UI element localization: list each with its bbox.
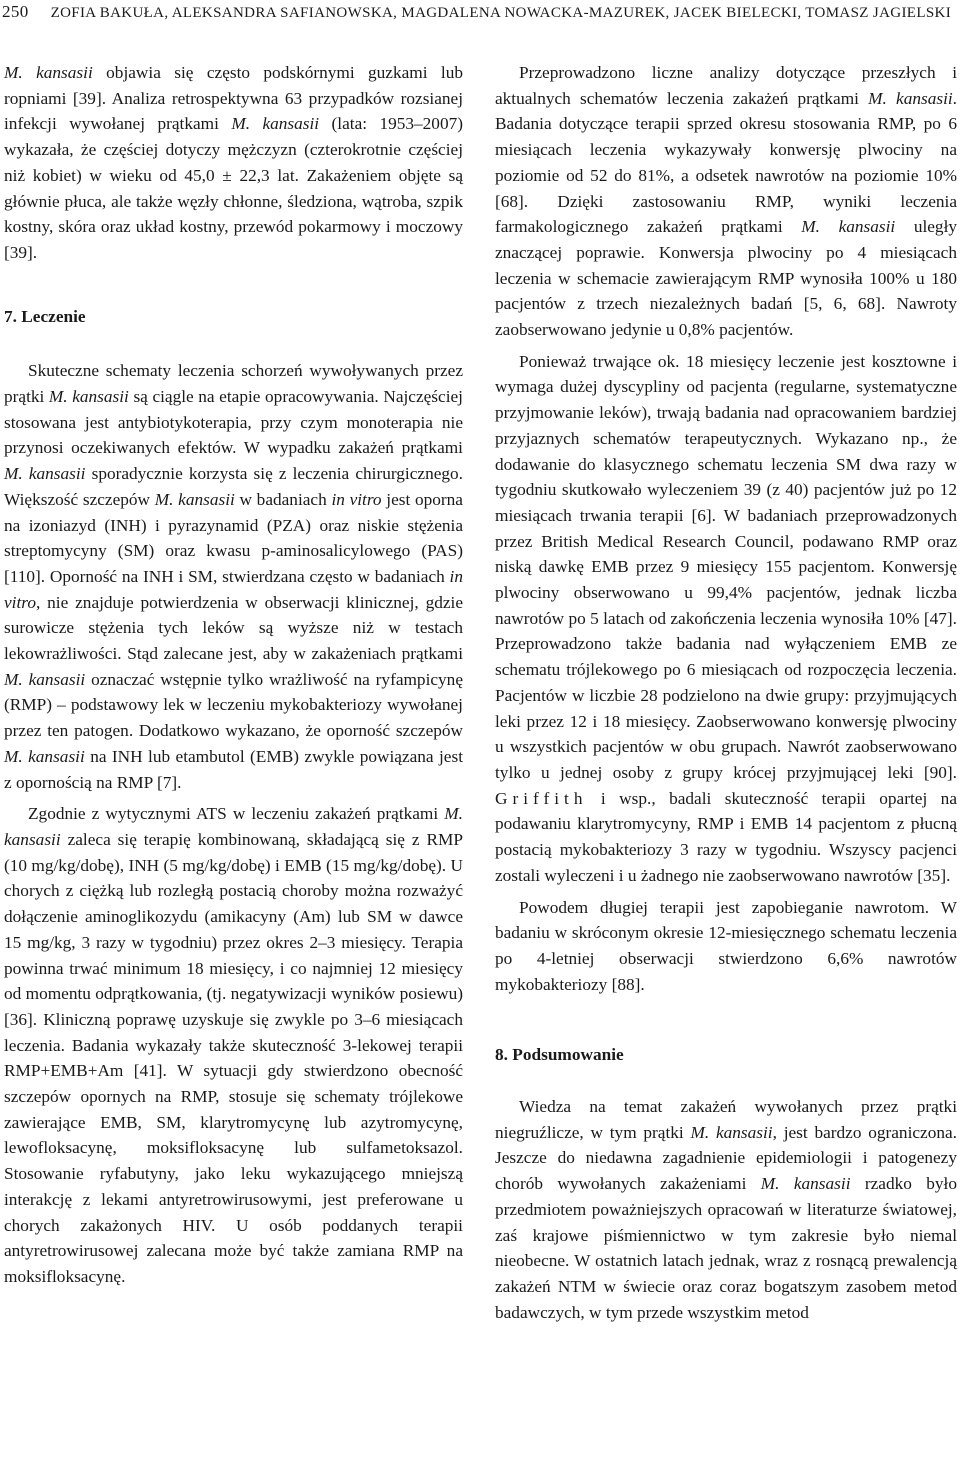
section-heading: 7. Leczenie: [4, 306, 86, 326]
text-run: w badaniach: [234, 489, 332, 509]
text-run: objawia się często podskórnymi guzkami lub ropniami [39]. Analiza retrospektywna 63 przypadków rozsianej infekcji wywołanej prątkami: [4, 63, 464, 134]
text-run: Griffith: [495, 788, 588, 808]
paragraph: [495, 349, 957, 889]
text-run: Wiedza na temat zakażeń wywołanych przez prątki niegruźlicze, w tym prątki: [495, 1097, 957, 1142]
italic-term: M. kansasii: [868, 88, 953, 108]
section-heading: 8. Podsumowanie: [495, 1045, 624, 1065]
text-run: jest oporna na izoniazyd (INH) i pyrazynamid (PZA) oraz niskie stężenia streptomycyny (SM) oraz kwasu p-aminosalicylowego (PAS) [110]. Oporność na INH i SM, stwierdzana często w badaniach: [4, 489, 463, 586]
italic-term: M. kansasii: [154, 489, 235, 509]
left-column: [4, 60, 463, 1290]
italic-term: M. kansasii: [4, 464, 86, 484]
paragraph: [4, 358, 463, 795]
text-run: i wsp., badali skuteczność terapii opartej na podawaniu klarytromycyny, RMP i EMB 14 pacjentom z płucną postacią mykobakteriozy 3 razy w tygodniu. Wszyscy pacjenci zostali wyleczeni i u żadnego nie zaobserwowano nawrotów [35].: [495, 788, 957, 885]
italic-term: M. kansasii: [48, 387, 129, 407]
italic-term: M. kansasii: [231, 114, 320, 134]
author-list: ZOFIA BAKUŁA, ALEKSANDRA SAFIANOWSKA, MAGDALENA NOWACKA-MAZUREK, JACEK BIELECKI, TOMASZ JAGIELSKI: [50, 5, 952, 21]
page-number: 250: [2, 2, 29, 21]
text-run: (lata: 1953–2007) wykazała, że częściej dotyczy mężczyzn (czterokrotnie częściej niż kobiet) w wieku od 45,0 ± 22,3 lat. Zakażeniem objęte są głównie płuca, ale także węzły chłonne, śledziona, wątroba, szpik kostny, skóra oraz układ kostny, przewód pokarmowy i moczowy [39].: [4, 114, 463, 262]
text-run: na INH lub etambutol (EMB) zwykle powiązana jest z opornością na RMP [7].: [4, 746, 463, 792]
italic-term: M. kansasii: [690, 1122, 773, 1142]
text-run: , jest bardzo ograniczona. Jeszcze do niedawna zagadnienie epidemiologii i patogenezy chorób wywołanych zakażeniami: [495, 1122, 957, 1194]
text-run: uległy znaczącej poprawie. Konwersja plwociny po 4 miesiącach leczenia w schemacie zawierającym RMP wynosiła 100% u 180 pacjentów z trzech niezależnych badań [5, 6, 68]. Nawroty zaobserwowano jedynie u 0,8% pacjentów.: [495, 217, 958, 340]
paragraph: [4, 60, 463, 266]
text-run: sporadycznie korzysta się z leczenia chirurgicznego. Większość szczepów: [4, 464, 463, 509]
text-run: , nie znajduje potwierdzenia w obserwacji klinicznej, gdzie surowicze stężenia tych leków są wyższe niż w testach lekowrażliwości. Stąd zalecane jest, aby w zakażeniach prątkami: [4, 592, 463, 664]
text-run: Przeprowadzono liczne analizy dotyczące przeszłych i aktualnych schematów leczenia zakażeń prątkami: [495, 63, 957, 108]
text-run: rzadko było przedmiotem poważniejszych opracowań w literaturze światowej, zaś krajowe piśmiennictwo w tym zakresie było niemal nieobecne. W ostatnich latach jednak, wraz z rosnącą prewalencją zakażeń NTM w świecie oraz coraz bogatszym zasobem metod badawczych, w tym przede wszystkim metod: [495, 1174, 957, 1322]
paragraph: [495, 1094, 957, 1325]
italic-term: M. kansasii: [4, 746, 85, 766]
paragraph: [495, 60, 957, 343]
right-column: [495, 60, 957, 1325]
italic-term: M. kansasii: [4, 669, 86, 689]
text-run: zaleca się terapię kombinowaną, składającą się z RMP (10 mg/kg/dobę), INH (5 mg/kg/dobę) i EMB (15 mg/kg/dobę). U chorych z ciężką lub rozległą postacią choroby można rozważyć dołączenie aminoglikozydu (amikacyny (Am) lub SM w dawce 15 mg/kg, 3 razy w tygodniu) przez okres 2–3 miesięcy. Terapia powinna trwać minimum 18 miesięcy, i co najmniej 12 miesięcy od momentu odprątkowania, (tj. negatywizacji wyników posiewu) [36]. Kliniczną poprawę uzyskuje się zwykle po 3–6 miesiącach leczenia. Badania wykazały także skuteczność 3-lekowej terapii RMP+EMB+Am [41]. W sytuacji gdy stwierdzono obecność szczepów opornych na RMP, stosuje się schematy trójlekowe zawierające EMB, SM, klarytromycynę lub azytromycynę, lewofloksacynę, moksifloksacynę lub sulfametoksazol. Stosowanie ryfabutyny, jako leku wykazującego mniejszą interakcję z lekami antyretrowirusowymi, jest preferowane u chorych zakażonych HIV. U osób poddanych terapii antyretrowirusowej zalecana może być także zamiana RMP na moksifloksacynę.: [4, 829, 463, 1286]
italic-term: in vitro: [4, 566, 463, 612]
italic-term: M. kansasii: [4, 804, 463, 849]
text-run: Skuteczne schematy leczenia schorzeń wywoływanych przez prątki: [4, 361, 463, 407]
text-run: Zgodnie z wytycznymi ATS w leczeniu zakażeń prątkami: [28, 804, 445, 824]
text-run: Powodem długiej terapii jest zapobieganie nawrotom. W badaniu w skróconym okresie 12-miesięcznego schematu leczenia po 4-letniej obserwacji stwierdzono 6,6% nawrotów mykobakteriozy [88].: [495, 897, 957, 994]
text-run: są ciągle na etapie opracowywania. Najczęściej stosowana jest antybiotykoterapia, przy czym monoterapia nie przynosi oczekiwanych efektów. W wypadku zakażeń prątkami: [4, 387, 463, 458]
text-run: Ponieważ trwające ok. 18 miesięcy leczenie jest kosztowne i wymaga dużej dyscypliny od pacjenta (regularne, systematyczne przyjmowanie leków), trwają badania nad opracowaniem bardziej przyjaznych schematów terapeutycznych. Wykazano np., że dodawanie do klasycznego schematu leczenia SM dwa razy w tygodniu skutkowało wyleczeniem 39 (z 40) pacjentów już po 12 miesiącach trwania terapii [6]. W badaniach przeprowadzonych przez British Medical Research Council, podawano RMP oraz niską dawkę EMB przez 9 miesięcy 155 pacjentom. Konwersję plwociny obserwowano u 99,4% pacjentów, jednak liczba nawrotów po 5 latach od zakończenia leczenia wynosiła 10% [47]. Przeprowadzono także badania nad wyłączeniem EMB ze schematu trójlekowego po 6 miesiącach od rozpoczęcia leczenia. Pacjentów w liczbie 28 podzielono na dwie grupy: przyjmujących leki przez 12 i 18 miesięcy. Zaobserwowano konwersję plwociny u wszystkich pacjentów w obu grupach. Nawrót zaobserwowano tylko u jednej osoby z grupy krócej przyjmującej leki [90].: [495, 351, 957, 782]
paragraph: [4, 801, 463, 1289]
paragraph: [495, 895, 957, 998]
running-header: [2, 0, 952, 30]
text-run: . Badania dotyczące terapii sprzed okresu stosowania RMP, po 6 miesiącach leczenia wykazywały konwersję plwociny na poziomie od 52 do 81%, a odsetek nawrotów na poziomie 10% [68]. Dzięki zastosowaniu RMP, wyniki leczenia farmakologicznego zakażeń prątkami: [495, 88, 957, 237]
italic-term: M. kansasii: [801, 217, 896, 237]
italic-term: M. kansasii: [4, 63, 93, 82]
italic-term: in vitro: [331, 489, 382, 509]
italic-term: M. kansasii: [760, 1174, 851, 1194]
text-run: oznaczać wstępnie tylko wrażliwość na ryfampicynę (RMP) – podstawowy lek w leczeniu mykobakteriozy wywołanej przez ten patogen. Dodatkowo wykazano, że oporność szczepów: [4, 669, 463, 741]
